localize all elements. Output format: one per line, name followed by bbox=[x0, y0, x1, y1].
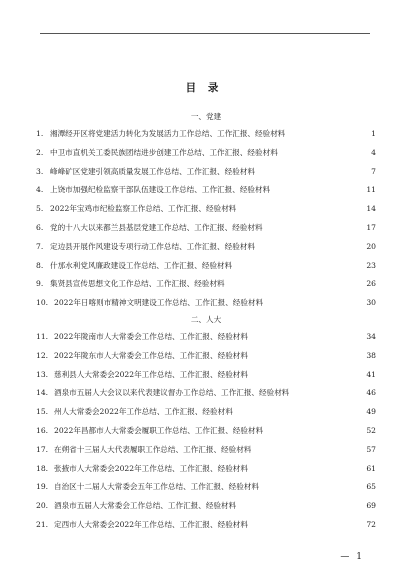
toc-entry-number: 13. bbox=[36, 369, 49, 379]
toc-entry-page: 23 bbox=[366, 260, 376, 270]
toc-entry-page: 49 bbox=[366, 407, 376, 417]
toc-entry-page: 1 bbox=[371, 129, 376, 138]
toc-entry-title: 2022年日喀则市精神文明建设工作总结、工作汇报、经验材料 bbox=[54, 298, 264, 308]
toc-entry[interactable] bbox=[36, 460, 376, 479]
toc-entry[interactable] bbox=[36, 181, 376, 200]
toc-entry[interactable] bbox=[36, 441, 376, 460]
header-rule bbox=[40, 33, 370, 34]
page-number: — 1 bbox=[340, 552, 364, 562]
toc-entry-title: 在朔省十三届人大代表履职工作总结、工作汇报、经验材料 bbox=[54, 444, 252, 454]
toc-entry-page: 11 bbox=[366, 185, 376, 195]
toc-entry[interactable] bbox=[36, 422, 376, 441]
toc-entry-number: 5. bbox=[36, 204, 44, 214]
toc-entry[interactable] bbox=[36, 125, 376, 144]
toc-entry-title: 中卫市直机关工委民族团结进步创建工作总结、工作汇报、经验材料 bbox=[50, 147, 278, 157]
toc-entry-title: 州人大常委会2022年工作总结、工作汇报、经验材料 bbox=[54, 407, 233, 417]
toc-entry-number: 9. bbox=[36, 279, 44, 289]
toc-entry-number: 18. bbox=[36, 463, 49, 473]
document-title: 目 录 bbox=[185, 82, 223, 94]
section-heading-party: 一、党建 bbox=[190, 112, 222, 121]
toc-entry-page: 7 bbox=[371, 166, 376, 176]
toc-entry-number: 10. bbox=[36, 298, 49, 308]
toc-entry-title: 党的十八大以来都兰县基层党建工作总结、工作汇报、经验材料 bbox=[50, 222, 263, 232]
toc-entry-number: 15. bbox=[36, 407, 49, 417]
toc-entry-title: 什邡水利党风廉政建设工作总结、工作汇报、经验材料 bbox=[50, 260, 233, 270]
toc-entry-number: 17. bbox=[36, 444, 49, 454]
toc-entry-title: 张掖市人大常委会2022年工作总结、工作汇报、经验材料 bbox=[54, 463, 248, 473]
toc-entry-page: 52 bbox=[366, 425, 376, 435]
toc-entry-number: 6. bbox=[36, 222, 44, 232]
toc-entry[interactable] bbox=[36, 257, 376, 276]
toc-entry[interactable] bbox=[36, 238, 376, 257]
toc-entry-title: 上饶市加强纪检监察干部队伍建设工作总结、工作汇报、经验材料 bbox=[50, 185, 271, 195]
toc-entry-title: 慈利县人大常委会2022年工作总结、工作汇报、经验材料 bbox=[54, 369, 248, 379]
toc-entry[interactable] bbox=[36, 366, 376, 385]
toc-entry[interactable] bbox=[36, 163, 376, 182]
toc-entry[interactable] bbox=[36, 347, 376, 366]
toc-entry-page: 38 bbox=[366, 350, 376, 360]
section-heading-npc: 二、人大 bbox=[190, 314, 222, 324]
toc-entry-number: 2. bbox=[36, 147, 44, 157]
toc-entry-title: 定西市人大常委会2022年工作总结、工作汇报、经验材料 bbox=[54, 519, 248, 529]
toc-entry-title: 酒泉市五届人大会议以来代表建议督办工作总结、工作汇报、经验材料 bbox=[54, 388, 290, 398]
toc-entry-number: 4. bbox=[36, 185, 44, 195]
toc-entry-title: 2022年昌都市人大常委会履职工作总结、工作汇报、经验材料 bbox=[54, 425, 264, 435]
toc-entry-page: 4 bbox=[371, 147, 376, 157]
toc-entry-number: 11. bbox=[36, 331, 49, 341]
toc-entry[interactable] bbox=[36, 200, 376, 219]
toc-entry[interactable] bbox=[36, 516, 376, 535]
toc-entry-title: 峰峰矿区党建引领高质量发展工作总结、工作汇报、经验材料 bbox=[50, 166, 256, 176]
toc-entry-number: 1. bbox=[36, 129, 44, 138]
toc-entry-page: 69 bbox=[366, 501, 376, 511]
toc-entry[interactable] bbox=[36, 384, 376, 403]
toc-entry-title: 2022年陇东市人大常委会工作总结、工作汇报、经验材料 bbox=[54, 350, 248, 360]
toc-entry-page: 46 bbox=[366, 388, 376, 398]
toc-entry-page: 41 bbox=[366, 369, 376, 379]
toc-entry[interactable] bbox=[36, 275, 376, 294]
toc-entry-number: 3. bbox=[36, 166, 44, 176]
toc-entry-number: 19. bbox=[36, 482, 49, 492]
toc-entry-title: 集贤县宣传思想文化工作总结、工作汇报、经验材料 bbox=[50, 279, 225, 289]
toc-entry-title: 湘潭经开区将党建活力转化为发展活力工作总结、工作汇报、经验材料 bbox=[50, 129, 286, 138]
toc-entry[interactable] bbox=[36, 328, 376, 347]
toc-entry-number: 20. bbox=[36, 501, 49, 511]
toc-entry-title: 自治区十二届人大常委会五年工作总结、工作汇报、经验材料 bbox=[54, 482, 260, 492]
toc-entry-number: 14. bbox=[36, 388, 49, 398]
toc-entry[interactable] bbox=[36, 497, 376, 516]
toc-entry-page: 65 bbox=[366, 482, 376, 492]
toc-entry-page: 72 bbox=[366, 519, 376, 529]
toc-entry-page: 34 bbox=[366, 331, 376, 341]
toc-entry-page: 17 bbox=[366, 222, 376, 232]
toc-entry-number: 12. bbox=[36, 350, 49, 360]
toc-entry-number: 7. bbox=[36, 241, 44, 251]
toc-entry[interactable] bbox=[36, 219, 376, 238]
toc-entry-title: 2022年宝鸡市纪检监察工作总结、工作汇报、经验材料 bbox=[50, 204, 237, 214]
toc-entry[interactable] bbox=[36, 403, 376, 422]
toc-entry-page: 20 bbox=[366, 241, 376, 251]
toc-entry-page: 14 bbox=[366, 204, 376, 214]
toc-entry-page: 61 bbox=[366, 463, 376, 473]
toc-entry-title: 定边县开展作风建设专项行动工作总结、工作汇报、经验材料 bbox=[50, 241, 256, 251]
toc-entry-title: 2022年陇南市人大常委会工作总结、工作汇报、经验材料 bbox=[54, 331, 248, 341]
table-of-contents bbox=[36, 110, 376, 535]
toc-entry-number: 16. bbox=[36, 425, 49, 435]
toc-entry-page: 26 bbox=[366, 279, 376, 289]
toc-entry[interactable] bbox=[36, 294, 376, 313]
toc-entry-number: 21. bbox=[36, 519, 49, 529]
toc-entry[interactable] bbox=[36, 478, 376, 497]
toc-entry[interactable] bbox=[36, 144, 376, 163]
toc-entry-page: 30 bbox=[366, 298, 376, 308]
toc-entry-page: 57 bbox=[366, 444, 376, 454]
toc-entry-number: 8. bbox=[36, 260, 44, 270]
toc-entry-title: 酒泉市五届人大常委会工作总结、工作汇报、经验材料 bbox=[54, 501, 237, 511]
